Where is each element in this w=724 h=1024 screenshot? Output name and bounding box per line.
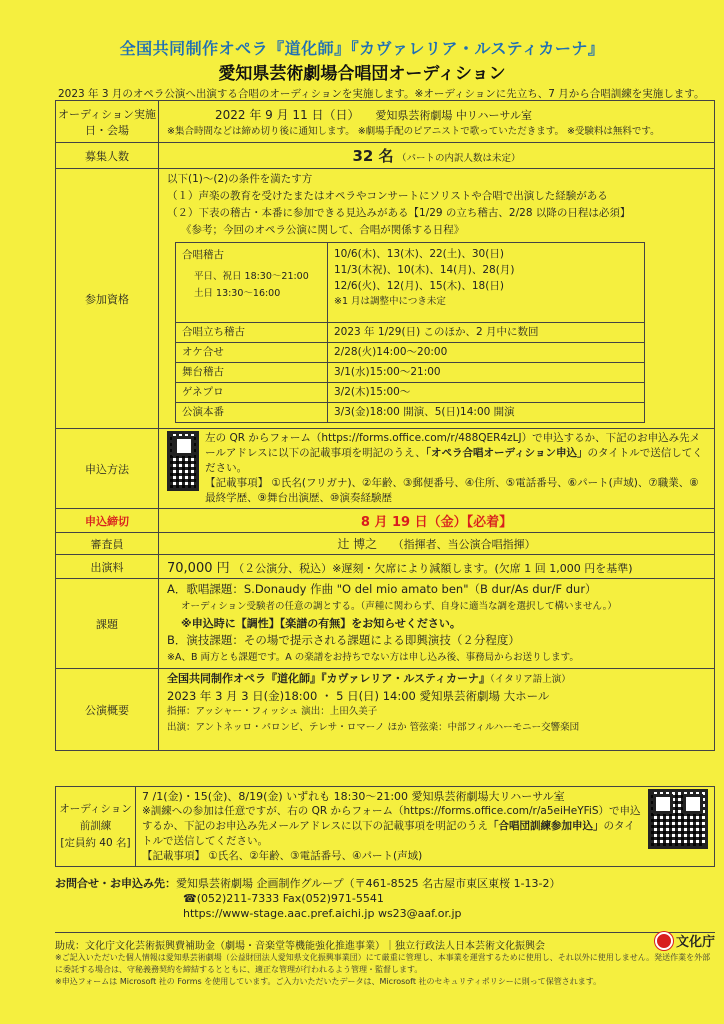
pre-title: 「合唱団訓練参加申込」 — [487, 820, 604, 832]
pre-label2: 前訓練 — [79, 820, 112, 832]
schedule-value: 3/3(金)18:00 開演、5(日)14:00 開演 — [328, 403, 645, 423]
schedule-row — [176, 383, 645, 403]
overview-date: 2023 年 3 月 3 日(金)18:00 ・ 5 日(日) 14:00 愛知県芸術劇場 大ホール — [167, 689, 550, 703]
audition-row — [56, 101, 715, 143]
task-label: 課題 — [56, 579, 159, 669]
recruit-label: 募集人数 — [56, 143, 159, 169]
apply-text2: のタイトルで送信してください。 — [205, 447, 703, 474]
audition-title: 愛知県芸術劇場合唱団オーディション — [218, 64, 506, 84]
rehearsal-dec: 12/6(火)、12(月)、15(木)、18(日) — [334, 280, 504, 292]
pre-schedule: 7 /1(金)・15(金)、8/19(金) いずれも 18:30～21:00 愛知県芸術劇場大リハーサル室 — [142, 790, 565, 803]
overview-row — [56, 669, 715, 751]
task-a-bold: ※申込時に【調性】【楽譜の有無】をお知らせください。 — [181, 617, 461, 630]
task-a: A．歌唱課題：S.Donaudy 作曲 "O del mio amato ben"（B dur/As dur/F dur） — [167, 582, 597, 596]
privacy-notes — [55, 952, 715, 988]
pre-items: 【記載事項】 ①氏名、②年齢、③電話番号、④パート(声域) — [142, 850, 423, 862]
audition-notes: ※集合時間などは締め切り後に通知します。 ※劇場手配のピアニストで歌っていただきます。 ※受験料は無料です。 — [167, 126, 660, 137]
schedule-label: オケ合せ — [176, 343, 328, 363]
rehearsal-oct: 10/6(木)、13(木)、22(土)、30(日) — [334, 248, 504, 260]
schedule-value: 3/1(水)15:00～21:00 — [328, 363, 645, 383]
deadline-value: 8 月 19 日（金）【必着】 — [159, 509, 715, 533]
apply-title: 「オペラ合唱オーディション申込」 — [425, 447, 588, 459]
schedule-row — [176, 363, 645, 383]
pre-label1: オーディション — [59, 803, 132, 815]
note-privacy: ※ご記入いただいた個人情報は愛知県芸術劇場（公益財団法人愛知県文化振興事業団）にて厳重に管理し、本事業を運営するために使用し、それ以外に使用しません。発送作業を外部に委託する場合は、守秘義務契約を締結するとともに、適正な管理が行われるよう管理・監督します。 — [55, 953, 711, 974]
schedule-row — [176, 403, 645, 423]
qualification-row — [56, 169, 715, 429]
intro-text: 2023 年 3 月のオペラ公演へ出演する合唱のオーディションを実施します。※オーディションに先立ち、7 月から合唱訓練を実施します。 — [58, 88, 705, 100]
pretraining-table — [55, 786, 715, 867]
rehearsal-time1: 平日、祝日 18:30～21:00 — [194, 271, 309, 282]
opera-title: 全国共同制作オペラ『道化師』『カヴァレリア・ルスティカーナ』 — [119, 39, 605, 58]
qual-ref: 《参考；今回のオペラ公演に関して、合唱が関係する日程》 — [181, 224, 465, 236]
pre-label3: [定員約 40 名] — [60, 837, 131, 849]
schedule-label: 合唱立ち稽古 — [176, 323, 328, 343]
overview-staff: 指揮：アッシャー・フィッシュ 演出：上田久美子 — [167, 706, 378, 717]
judge-label: 審査員 — [56, 533, 159, 555]
support-text: 助成：文化庁文化芸術振興費補助金（劇場・音楽堂等機能強化推進事業）｜独立行政法人日本芸術文化振興会 — [55, 941, 545, 952]
contact-block — [55, 876, 715, 921]
deadline-row — [56, 509, 715, 533]
qr-code-icon[interactable] — [648, 789, 708, 849]
overview-label: 公演概要 — [56, 669, 159, 751]
task-a-note: オーディション受験者の任意の調とする。（声種に関わらず、自身に適当な調を選択して構いません。） — [181, 601, 617, 612]
rehearsal-label: 合唱稽古 — [182, 249, 224, 261]
schedule-label: 舞台稽古 — [176, 363, 328, 383]
schedule-label: ゲネプロ — [176, 383, 328, 403]
audition-label: オーディション実施日・会場 — [56, 101, 159, 143]
schedule-row — [176, 323, 645, 343]
overview-title: 全国共同制作オペラ『道化師』『カヴァレリア・ルスティカーナ』 — [167, 672, 490, 685]
contact-tel: ☎(052)211-7333 Fax(052)971-5541 — [183, 892, 384, 905]
judge-note: （指揮者、当公演合唱指揮） — [392, 538, 536, 551]
schedule-table — [175, 242, 645, 423]
audition-venue: 愛知県芸術劇場 中リハーサル室 — [375, 109, 532, 122]
task-b: B．演技課題：その場で提示される課題による即興演技（２分程度） — [167, 633, 520, 647]
fee-amount: 70,000 円 — [167, 561, 230, 576]
schedule-value: 3/2(木)15:00～ — [328, 383, 645, 403]
qual-cond1: （１）声楽の教育を受けたまたはオペラやコンサートにソリストや合唱で出演した経験がある — [167, 190, 608, 202]
qr-code-icon[interactable] — [167, 431, 199, 491]
bunkacho-logo-text: 文化庁 — [675, 935, 715, 950]
rehearsal-jan-note: ※1 月は調整中につき未定 — [334, 296, 446, 307]
recruit-note: （パートの内訳人数は未定） — [397, 153, 521, 164]
bunkacho-mark-icon — [655, 932, 673, 950]
rehearsal-time2: 土日 13:30～16:00 — [194, 288, 281, 299]
recruit-row — [56, 143, 715, 169]
qualification-label: 参加資格 — [56, 169, 159, 429]
apply-label: 申込方法 — [56, 429, 159, 509]
recruit-count: 32 名 — [352, 147, 394, 165]
fee-note: （２公演分、税込）※遅刻・欠席により減額します。(欠席 1 回 1,000 円を基準) — [233, 562, 633, 575]
info-table — [55, 100, 715, 751]
schedule-value: 2023 年 1/29(日) このほか、2 月中に数回 — [328, 323, 645, 343]
apply-items: 【記載事項】 ①氏名(フリガナ)、②年齢、③郵便番号、④住所、⑤電話番号、⑥パート(声域)、⑦職業、⑧最終学歴、⑨舞台出演歴、⑩演奏経験歴 — [205, 477, 699, 504]
qual-intro: 以下(1)～(2)の条件を満たす方 — [167, 173, 313, 185]
judge-name: 辻 博之 — [337, 537, 378, 551]
bunkacho-logo — [655, 931, 715, 950]
deadline-label: 申込締切 — [56, 509, 159, 533]
pre-text1: ※訓練への参加は任意ですが、右の QR からフォーム（https://forms.office.com/r/a5eiHeYFiS）で申込するか、下記のお申込み先メールアドレスに以下の記載事項を明記のうえ — [142, 805, 641, 832]
apply-row — [56, 429, 715, 509]
schedule-value: 2/28(火)14:00～20:00 — [328, 343, 645, 363]
task-row — [56, 579, 715, 669]
audition-date: 2022 年 9 月 11 日（日） — [215, 108, 360, 122]
contact-label: お問合せ・お申込み先： — [55, 877, 176, 890]
fee-label: 出演料 — [56, 555, 159, 579]
schedule-label: 公演本番 — [176, 403, 328, 423]
task-b-note: ※A、B 両方とも課題です。A の楽譜をお持ちでない方は申し込み後、事務局からお送りします。 — [167, 652, 579, 663]
qual-cond2: （２）下表の稽古・本番に参加できる見込みがある【1/29 の立ち稽古、2/28 以降の日程は必須】 — [167, 207, 631, 219]
contact-org: 愛知県芸術劇場 企画制作グループ（〒461-8525 名古屋市東区東桜 1-13-2） — [176, 877, 561, 890]
apply-text1: 左の QR からフォーム（https://forms.office.com/r/488QER4zLJ）で申込するか、下記のお申込み先メールアドレスに以下の記載事項を明記のうえ、 — [205, 432, 701, 459]
schedule-row — [176, 343, 645, 363]
support-line — [55, 932, 715, 952]
note-forms: ※申込フォームは Microsoft 社の Forms を使用しています。ご入力いただいたデータは、Microsoft 社のセキュリティポリシーに則って保管されます。 — [55, 977, 602, 986]
fee-row — [56, 555, 715, 579]
overview-title-note: （イタリア語上演） — [489, 674, 571, 685]
overview-cast: 出演：アントネッロ・パロンビ、テレサ・ロマーノ ほか 管弦楽：中部フィルハーモニー交響楽団 — [167, 722, 580, 733]
pre-text2: のタイトルで送信してください。 — [142, 820, 635, 847]
judge-row — [56, 533, 715, 555]
contact-web[interactable]: https://www-stage.aac.pref.aichi.jp ws23@aaf.or.jp — [183, 907, 462, 920]
rehearsal-nov: 11/3(木祝)、10(木)、14(月)、28(月) — [334, 264, 515, 276]
